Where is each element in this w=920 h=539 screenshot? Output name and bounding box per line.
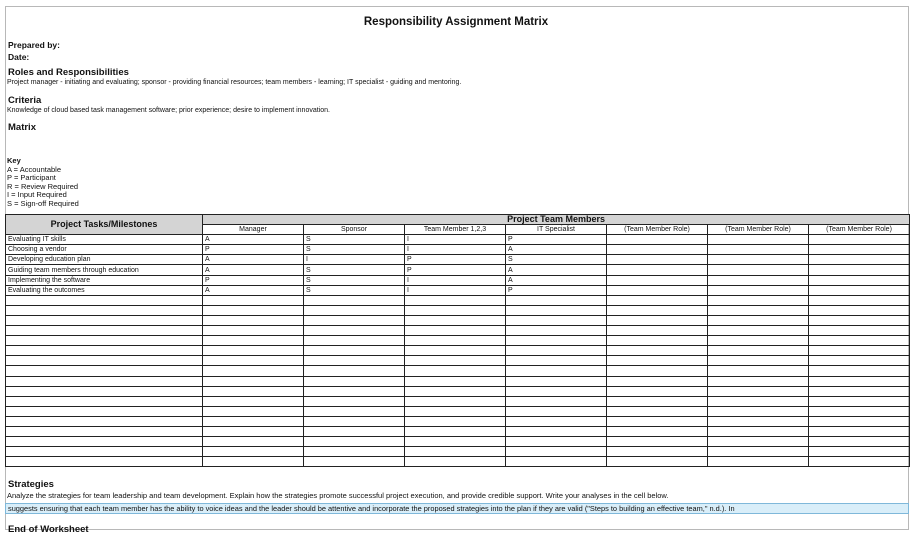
- table-row: [6, 336, 910, 346]
- assignment-cell[interactable]: I: [405, 275, 506, 285]
- assignment-cell[interactable]: [203, 315, 304, 325]
- assignment-cell[interactable]: [607, 376, 708, 386]
- assignment-cell[interactable]: A: [506, 275, 607, 285]
- assignment-cell[interactable]: [405, 386, 506, 396]
- column-header: (Team Member Role): [607, 225, 708, 235]
- assignment-cell[interactable]: [203, 326, 304, 336]
- table-row: [6, 255, 910, 265]
- assignment-cell[interactable]: [708, 255, 809, 265]
- table-row: [6, 406, 910, 416]
- table-row: [6, 295, 910, 305]
- table-row: [6, 326, 910, 336]
- assignment-cell[interactable]: [607, 285, 708, 295]
- assignment-cell[interactable]: [809, 366, 910, 376]
- assignment-cell[interactable]: [809, 295, 910, 305]
- task-cell[interactable]: [6, 366, 203, 376]
- criteria-text[interactable]: Knowledge of cloud based task management software; prior experience; desire to implement innovation.: [7, 107, 330, 114]
- assignment-cell[interactable]: [506, 396, 607, 406]
- table-row: [6, 315, 910, 325]
- assignment-cell[interactable]: [405, 326, 506, 336]
- table-row: [6, 346, 910, 356]
- assignment-cell[interactable]: [304, 346, 405, 356]
- key-item: P = Participant: [7, 173, 56, 183]
- table-row: [6, 305, 910, 315]
- strategies-instructions: Analyze the strategies for team leadership and team development. Explain how the strategies promote successful project execution, and provide credible support. Write your analyses in the cell below.: [7, 491, 669, 500]
- assignment-cell[interactable]: [708, 426, 809, 436]
- assignment-cell[interactable]: [809, 235, 910, 245]
- assignment-cell[interactable]: [708, 457, 809, 467]
- assignment-cell[interactable]: [405, 457, 506, 467]
- assignment-cell[interactable]: [405, 305, 506, 315]
- assignment-cell[interactable]: [708, 376, 809, 386]
- assignment-cell[interactable]: S: [304, 275, 405, 285]
- column-header: (Team Member Role): [708, 225, 809, 235]
- assignment-cell[interactable]: A: [203, 285, 304, 295]
- assignment-cell[interactable]: [506, 295, 607, 305]
- strategies-heading: Strategies: [8, 479, 54, 490]
- assignment-cell[interactable]: [304, 426, 405, 436]
- assignment-cell[interactable]: [405, 406, 506, 416]
- assignment-cell[interactable]: [304, 336, 405, 346]
- assignment-cell[interactable]: [607, 366, 708, 376]
- assignment-cell[interactable]: P: [203, 275, 304, 285]
- assignment-cell[interactable]: [506, 376, 607, 386]
- assignment-cell[interactable]: [809, 285, 910, 295]
- assignment-cell[interactable]: [809, 346, 910, 356]
- assignment-cell[interactable]: [607, 235, 708, 245]
- assignment-cell[interactable]: [506, 315, 607, 325]
- task-cell[interactable]: [6, 305, 203, 315]
- assignment-cell[interactable]: [708, 356, 809, 366]
- matrix-body: [6, 235, 910, 467]
- task-cell[interactable]: Evaluating IT skills: [6, 235, 203, 245]
- assignment-cell[interactable]: [607, 396, 708, 406]
- assignment-cell[interactable]: [809, 406, 910, 416]
- assignment-cell[interactable]: A: [203, 265, 304, 275]
- task-cell[interactable]: [6, 336, 203, 346]
- assignment-cell[interactable]: [809, 386, 910, 396]
- assignment-cell[interactable]: [607, 336, 708, 346]
- prepared-by-label[interactable]: Prepared by:: [8, 40, 60, 50]
- assignment-cell[interactable]: S: [304, 285, 405, 295]
- members-header: Project Team Members: [203, 215, 910, 225]
- task-cell[interactable]: [6, 376, 203, 386]
- key-item: S = Sign-off Required: [7, 198, 79, 208]
- assignment-cell[interactable]: [708, 336, 809, 346]
- end-of-worksheet: End of Worksheet: [8, 524, 89, 535]
- assignment-cell[interactable]: [506, 437, 607, 447]
- assignment-cell[interactable]: [203, 366, 304, 376]
- assignment-cell[interactable]: [708, 416, 809, 426]
- table-row: [6, 366, 910, 376]
- table-row: [6, 457, 910, 467]
- assignment-cell[interactable]: [506, 386, 607, 396]
- assignment-cell[interactable]: [607, 406, 708, 416]
- assignment-cell[interactable]: P: [405, 255, 506, 265]
- table-row: [6, 235, 910, 245]
- task-cell[interactable]: [6, 346, 203, 356]
- assignment-cell[interactable]: [809, 326, 910, 336]
- assignment-cell[interactable]: [708, 305, 809, 315]
- table-row: [6, 275, 910, 285]
- assignment-cell[interactable]: [203, 346, 304, 356]
- assignment-cell[interactable]: [506, 426, 607, 436]
- assignment-cell[interactable]: [708, 265, 809, 275]
- column-header: Sponsor: [304, 225, 405, 235]
- table-row: [6, 426, 910, 436]
- assignment-cell[interactable]: [708, 235, 809, 245]
- assignment-cell[interactable]: S: [304, 265, 405, 275]
- roles-heading: Roles and Responsibilities: [8, 67, 129, 78]
- assignment-cell[interactable]: [304, 386, 405, 396]
- assignment-cell[interactable]: [607, 326, 708, 336]
- task-cell[interactable]: Developing education plan: [6, 255, 203, 265]
- assignment-cell[interactable]: [708, 366, 809, 376]
- assignment-cell[interactable]: [304, 326, 405, 336]
- assignment-cell[interactable]: [506, 305, 607, 315]
- assignment-cell[interactable]: [304, 416, 405, 426]
- assignment-cell[interactable]: [607, 315, 708, 325]
- assignment-cell[interactable]: [304, 315, 405, 325]
- assignment-cell[interactable]: [708, 396, 809, 406]
- task-cell[interactable]: [6, 356, 203, 366]
- assignment-cell[interactable]: [809, 356, 910, 366]
- assignment-cell[interactable]: [809, 396, 910, 406]
- assignment-cell[interactable]: [708, 275, 809, 285]
- assignment-cell[interactable]: [203, 386, 304, 396]
- assignment-cell[interactable]: [607, 295, 708, 305]
- date-label[interactable]: Date:: [8, 52, 30, 62]
- assignment-cell[interactable]: [203, 376, 304, 386]
- assignment-cell[interactable]: [304, 457, 405, 467]
- assignment-cell[interactable]: [203, 356, 304, 366]
- assignment-cell[interactable]: [304, 447, 405, 457]
- assignment-cell[interactable]: [809, 447, 910, 457]
- assignment-cell[interactable]: [607, 265, 708, 275]
- assignment-cell[interactable]: [506, 447, 607, 457]
- assignment-cell[interactable]: [607, 275, 708, 285]
- table-row: [6, 265, 910, 275]
- assignment-cell[interactable]: [203, 457, 304, 467]
- assignment-cell[interactable]: [607, 255, 708, 265]
- assignment-cell[interactable]: [708, 447, 809, 457]
- assignment-cell[interactable]: [607, 305, 708, 315]
- assignment-cell[interactable]: [405, 426, 506, 436]
- assignment-cell[interactable]: A: [506, 245, 607, 255]
- assignment-cell[interactable]: [708, 346, 809, 356]
- task-cell[interactable]: [6, 315, 203, 325]
- assignment-cell[interactable]: [809, 376, 910, 386]
- assignment-cell[interactable]: [506, 416, 607, 426]
- key-item: A = Accountable: [7, 164, 62, 174]
- assignment-cell[interactable]: [405, 416, 506, 426]
- assignment-cell[interactable]: [506, 326, 607, 336]
- page-title: Responsibility Assignment Matrix: [363, 16, 549, 28]
- column-header: Manager: [203, 225, 304, 235]
- assignment-cell[interactable]: [607, 457, 708, 467]
- assignment-cell[interactable]: [405, 376, 506, 386]
- assignment-cell[interactable]: [203, 447, 304, 457]
- assignment-cell[interactable]: [607, 386, 708, 396]
- assignment-cell[interactable]: [708, 295, 809, 305]
- matrix-heading: Matrix: [8, 122, 36, 133]
- assignment-cell[interactable]: [708, 245, 809, 255]
- assignment-cell[interactable]: A: [203, 235, 304, 245]
- assignment-cell[interactable]: [607, 245, 708, 255]
- assignment-cell[interactable]: [708, 285, 809, 295]
- column-header: IT Specialist: [506, 225, 607, 235]
- assignment-cell[interactable]: [405, 447, 506, 457]
- column-header: Team Member 1,2,3: [405, 225, 506, 235]
- assignment-cell[interactable]: [809, 265, 910, 275]
- assignment-cell[interactable]: [809, 437, 910, 447]
- assignment-cell[interactable]: [607, 426, 708, 436]
- assignment-cell[interactable]: [809, 457, 910, 467]
- task-cell[interactable]: Evaluating the outcomes: [6, 285, 203, 295]
- assignment-cell[interactable]: [506, 366, 607, 376]
- assignment-cell[interactable]: [304, 376, 405, 386]
- assignment-cell[interactable]: [304, 406, 405, 416]
- assignment-cell[interactable]: [506, 406, 607, 416]
- assignment-cell[interactable]: [405, 315, 506, 325]
- assignment-cell[interactable]: [405, 396, 506, 406]
- roles-text[interactable]: Project manager - initiating and evaluating; sponsor - providing financial resources; team members - learning; IT specialist - guiding and mentoring.: [7, 79, 462, 86]
- assignment-cell[interactable]: P: [506, 285, 607, 295]
- key-legend: [7, 157, 79, 209]
- task-cell[interactable]: [6, 326, 203, 336]
- assignment-cell[interactable]: [405, 295, 506, 305]
- assignment-cell[interactable]: [506, 457, 607, 467]
- assignment-cell[interactable]: P: [405, 265, 506, 275]
- assignment-cell[interactable]: [203, 305, 304, 315]
- key-item: R = Review Required: [7, 181, 79, 191]
- assignment-cell[interactable]: [607, 356, 708, 366]
- task-cell[interactable]: [6, 426, 203, 436]
- assignment-cell[interactable]: [809, 426, 910, 436]
- assignment-cell[interactable]: [304, 356, 405, 366]
- criteria-heading: Criteria: [8, 95, 42, 106]
- responsibility-matrix-table: [5, 214, 910, 467]
- task-cell[interactable]: Implementing the software: [6, 275, 203, 285]
- assignment-cell[interactable]: [203, 295, 304, 305]
- assignment-cell[interactable]: I: [405, 245, 506, 255]
- assignment-cell[interactable]: I: [304, 255, 405, 265]
- assignment-cell[interactable]: S: [304, 245, 405, 255]
- task-cell[interactable]: Choosing a vendor: [6, 245, 203, 255]
- assignment-cell[interactable]: [809, 245, 910, 255]
- assignment-cell[interactable]: [203, 396, 304, 406]
- task-cell[interactable]: [6, 447, 203, 457]
- assignment-cell[interactable]: S: [304, 235, 405, 245]
- assignment-cell[interactable]: [304, 366, 405, 376]
- assignment-cell[interactable]: S: [506, 255, 607, 265]
- strategies-answer-cell[interactable]: suggests ensuring that each team member has the ability to voice ideas and the leader should be attentive and incorporate the proposed strategies into the plan if they are valid ("Steps to building an effective team," n.d.). In: [5, 503, 909, 514]
- table-row: [6, 285, 910, 295]
- assignment-cell[interactable]: [809, 336, 910, 346]
- key-item: I = Input Required: [7, 190, 67, 200]
- column-header: (Team Member Role): [809, 225, 910, 235]
- assignment-cell[interactable]: [809, 315, 910, 325]
- task-cell[interactable]: [6, 437, 203, 447]
- assignment-cell[interactable]: [405, 336, 506, 346]
- tasks-header: Project Tasks/Milestones: [6, 215, 203, 235]
- assignment-cell[interactable]: [304, 305, 405, 315]
- assignment-cell[interactable]: [809, 255, 910, 265]
- assignment-cell[interactable]: [203, 426, 304, 436]
- table-row: [6, 356, 910, 366]
- assignment-cell[interactable]: [405, 437, 506, 447]
- assignment-cell[interactable]: [708, 315, 809, 325]
- assignment-cell[interactable]: A: [506, 265, 607, 275]
- key-heading: Key: [7, 156, 21, 165]
- assignment-cell[interactable]: P: [203, 245, 304, 255]
- task-cell[interactable]: [6, 416, 203, 426]
- task-cell[interactable]: [6, 386, 203, 396]
- assignment-cell[interactable]: [203, 416, 304, 426]
- assignment-cell[interactable]: P: [506, 235, 607, 245]
- assignment-cell[interactable]: I: [405, 235, 506, 245]
- task-cell[interactable]: [6, 295, 203, 305]
- assignment-cell[interactable]: [708, 437, 809, 447]
- table-row: [6, 416, 910, 426]
- task-cell[interactable]: Guiding team members through education: [6, 265, 203, 275]
- assignment-cell[interactable]: [203, 437, 304, 447]
- assignment-cell[interactable]: [405, 356, 506, 366]
- assignment-cell[interactable]: [405, 366, 506, 376]
- assignment-cell[interactable]: [506, 336, 607, 346]
- task-cell[interactable]: [6, 396, 203, 406]
- assignment-cell[interactable]: [607, 416, 708, 426]
- assignment-cell[interactable]: I: [405, 285, 506, 295]
- assignment-cell[interactable]: [809, 305, 910, 315]
- assignment-cell[interactable]: [607, 437, 708, 447]
- table-row: [6, 437, 910, 447]
- assignment-cell[interactable]: [405, 346, 506, 356]
- assignment-cell[interactable]: [203, 336, 304, 346]
- assignment-cell[interactable]: [809, 275, 910, 285]
- assignment-cell[interactable]: [708, 326, 809, 336]
- table-row: [6, 396, 910, 406]
- task-cell[interactable]: [6, 406, 203, 416]
- task-cell[interactable]: [6, 457, 203, 467]
- table-row: [6, 376, 910, 386]
- assignment-cell[interactable]: [304, 396, 405, 406]
- assignment-cell[interactable]: A: [203, 255, 304, 265]
- assignment-cell[interactable]: [607, 447, 708, 457]
- assignment-cell[interactable]: [506, 356, 607, 366]
- assignment-cell[interactable]: [809, 416, 910, 426]
- table-row: [6, 386, 910, 396]
- assignment-cell[interactable]: [203, 406, 304, 416]
- table-row: [6, 447, 910, 457]
- assignment-cell[interactable]: [607, 346, 708, 356]
- assignment-cell[interactable]: [304, 437, 405, 447]
- table-row: [6, 245, 910, 255]
- assignment-cell[interactable]: [708, 386, 809, 396]
- assignment-cell[interactable]: [304, 295, 405, 305]
- assignment-cell[interactable]: [708, 406, 809, 416]
- assignment-cell[interactable]: [506, 346, 607, 356]
